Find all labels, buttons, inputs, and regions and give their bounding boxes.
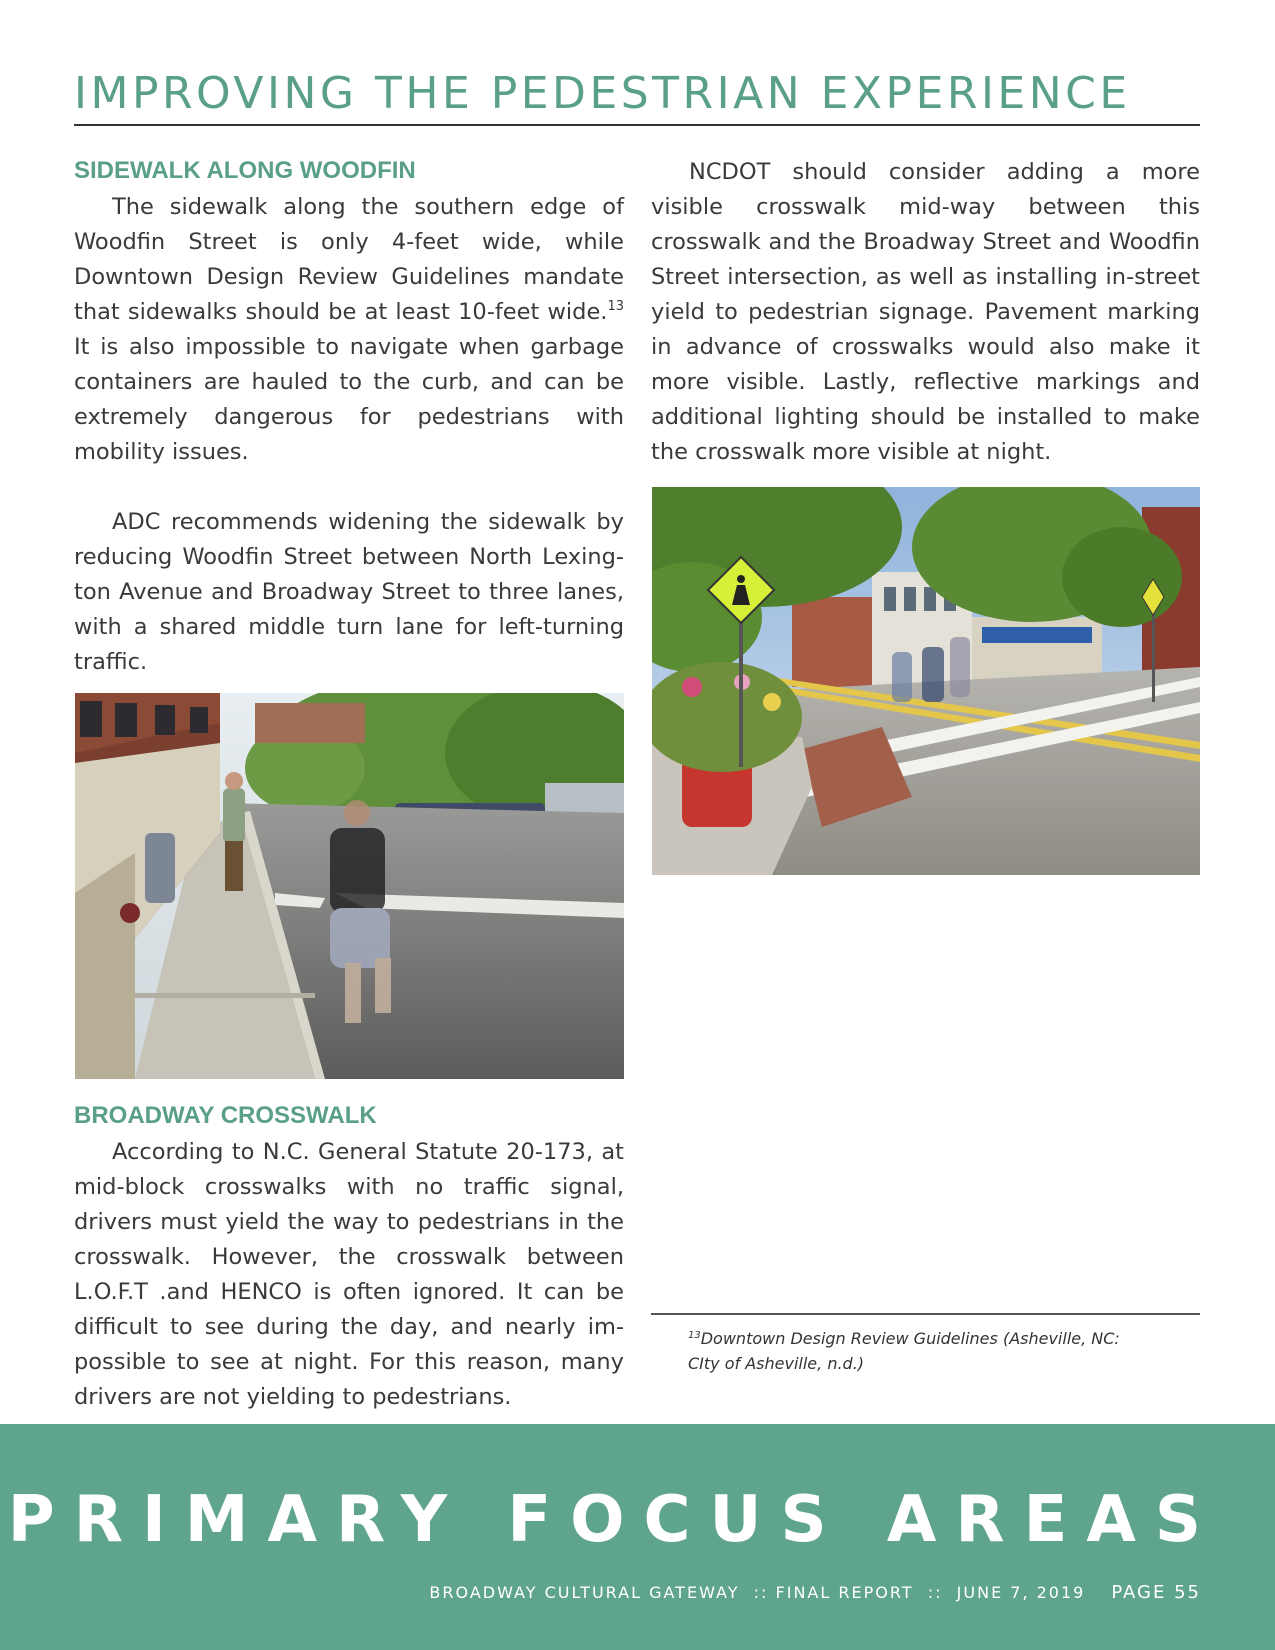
photo-broadway-crosswalk <box>652 487 1200 875</box>
crosswalk-paragraph-1: According to N.C. General Statute 20-173, at mid-block crosswalks with no traffic signal, drivers must yield the way to pedestrians in the crosswalk. However, the crosswalk between L.O.F.T .and HENCO is often ignored. It can be difficult to see during the day, and nearly impossible to see at night. For this reason, many drivers are not yielding to pedestrians. <box>74 1139 624 1410</box>
running-footer <box>429 1582 1201 1603</box>
photo-sidewalk-woodfin <box>75 693 624 1079</box>
sidewalk-paragraph-1: The sidewalk along the southern edge of Woodfin Street is only 4-feet wide, while Downtown Design Review Guidelines mandate that sidewalks should be at least 10-feet wide.$^{13}$ It is also impossible to navigate when garbage containers are hauled to the curb, and can be extremely dangerous for pedestrians with mobility issues. <box>74 194 624 465</box>
title-divider <box>74 124 1200 126</box>
report-label: BROADWAY CULTURAL GATEWAY :: FINAL REPORT :: JUNE 7, 2019 <box>429 1583 1086 1602</box>
footnote-number: 13 <box>688 1330 701 1341</box>
sidewalk-paragraph-2: ADC recommends widening the sidewalk by reducing Woodfin Street between North Lexington Avenue and Broadway Street to three lanes, with a shared middle turn lane for left-turning traffic. <box>74 509 624 675</box>
section-heading-crosswalk: BROADWAY CROSSWALK <box>74 1102 377 1129</box>
crosswalk-paragraph-2: NCDOT should consider adding a more visible crosswalk mid-way between this crosswalk and the Broadway Street and Woodfin Street intersection, as well as installing in-street yield to pedestrian signage. Pavement marking in advance of crosswalks would also make it more visible. Lastly, reflective markings and additional lighting should be installed to make the crosswalk more visible at night. <box>651 159 1200 465</box>
footnote-divider <box>651 1313 1200 1315</box>
page-number: PAGE 55 <box>1111 1582 1201 1603</box>
section-heading-sidewalk: SIDEWALK ALONG WOODFIN <box>74 157 416 184</box>
band-title: PRIMARY FOCUS AREAS <box>7 1483 1220 1557</box>
page-title: IMPROVING THE PEDESTRIAN EXPERIENCE <box>74 68 1131 119</box>
footnote: $^{13}$Downtown Design Review Guidelines (Asheville, NC: CIty of Asheville, n.d.) <box>688 1329 1120 1373</box>
footnote-ref: 13 <box>607 299 624 314</box>
